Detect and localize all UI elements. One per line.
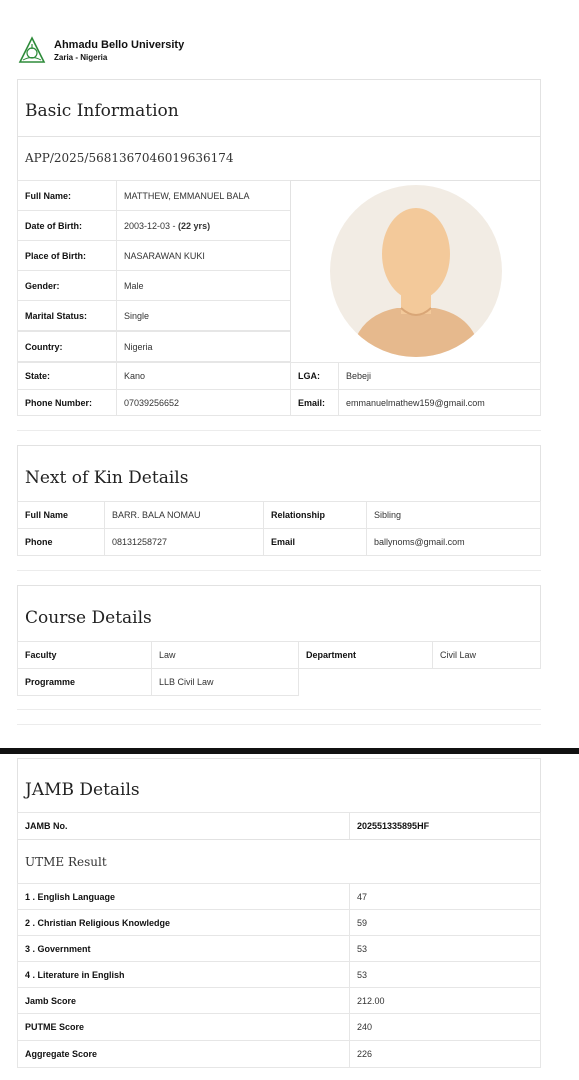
kin-name-label: Full Name <box>17 501 105 529</box>
state-label: State: <box>17 362 117 390</box>
course-title: Course Details <box>25 608 152 628</box>
kin-phone-label: Phone <box>17 528 105 556</box>
jamb-no-label: JAMB No. <box>17 812 350 840</box>
email-value: emmanuelmathew159@gmail.com <box>338 389 541 416</box>
kin-title-box <box>17 445 541 502</box>
dob-age: (22 yrs) <box>178 220 211 231</box>
result-label: 3 . Government <box>17 935 350 962</box>
programme-value: LLB Civil Law <box>151 668 299 696</box>
jamb-score-value: 212.00 <box>349 987 541 1014</box>
separator-bar <box>0 748 579 754</box>
utme-title-box <box>17 839 541 884</box>
dob-value <box>116 210 291 241</box>
divider <box>17 570 541 571</box>
state-value: Kano <box>116 362 291 390</box>
utme-title: UTME Result <box>25 855 107 869</box>
basic-info-title: Basic Information <box>25 101 179 121</box>
department-label: Department <box>298 641 433 669</box>
marital-status-label: Marital Status: <box>17 300 117 331</box>
email-label: Email: <box>290 389 339 416</box>
result-label: 4 . Literature in English <box>17 961 350 988</box>
university-name: Ahmadu Bello University <box>54 38 185 51</box>
aggregate-score-value: 226 <box>349 1040 541 1068</box>
lga-label: LGA: <box>290 362 339 390</box>
dob-label: Date of Birth: <box>17 210 117 241</box>
jamb-title-box <box>17 758 541 813</box>
department-value: Civil Law <box>432 641 541 669</box>
result-label: 1 . English Language <box>17 883 350 910</box>
page-header <box>17 34 184 68</box>
jamb-title: JAMB Details <box>25 780 140 800</box>
full-name-value: MATTHEW, EMMANUEL BALA <box>116 180 291 211</box>
phone-value: 07039256652 <box>116 389 291 416</box>
kin-title: Next of Kin Details <box>25 468 189 488</box>
basic-info-title-box <box>17 79 541 137</box>
kin-phone-value: 08131258727 <box>104 528 264 556</box>
kin-relationship-value: Sibling <box>366 501 541 529</box>
kin-email-label: Email <box>263 528 367 556</box>
result-value: 59 <box>349 909 541 936</box>
university-location: Zaria - Nigeria <box>54 52 108 62</box>
gender-label: Gender: <box>17 270 117 301</box>
dob-date: 2003-12-03 - <box>124 220 179 231</box>
marital-status-value: Single <box>116 300 291 331</box>
result-value: 47 <box>349 883 541 910</box>
course-title-box <box>17 585 541 642</box>
birth-place-value: NASARAWAN KUKI <box>116 240 291 271</box>
divider <box>17 724 541 725</box>
phone-label: Phone Number: <box>17 389 117 416</box>
gender-value: Male <box>116 270 291 301</box>
result-value: 53 <box>349 935 541 962</box>
full-name-label: Full Name: <box>17 180 117 211</box>
application-number-box <box>17 136 541 181</box>
putme-score-label: PUTME Score <box>17 1013 350 1041</box>
kin-email-value: ballynoms@gmail.com <box>366 528 541 556</box>
programme-label: Programme <box>17 668 152 696</box>
jamb-score-label: Jamb Score <box>17 987 350 1014</box>
divider <box>17 430 541 431</box>
country-label: Country: <box>17 331 117 362</box>
result-value: 53 <box>349 961 541 988</box>
application-number: APP/2025/5681367046019636174 <box>25 151 234 165</box>
university-logo-icon <box>17 36 47 66</box>
kin-relationship-label: Relationship <box>263 501 367 529</box>
faculty-label: Faculty <box>17 641 152 669</box>
kin-name-value: BARR. BALA NOMAU <box>104 501 264 529</box>
aggregate-score-label: Aggregate Score <box>17 1040 350 1068</box>
faculty-value: Law <box>151 641 299 669</box>
country-value: Nigeria <box>116 331 291 362</box>
putme-score-value: 240 <box>349 1013 541 1041</box>
divider <box>17 709 541 710</box>
avatar <box>329 184 503 358</box>
photo-frame <box>290 180 541 363</box>
birth-place-label: Place of Birth: <box>17 240 117 271</box>
jamb-no-value: 202551335895HF <box>349 812 541 840</box>
result-label: 2 . Christian Religious Knowledge <box>17 909 350 936</box>
lga-value: Bebeji <box>338 362 541 390</box>
